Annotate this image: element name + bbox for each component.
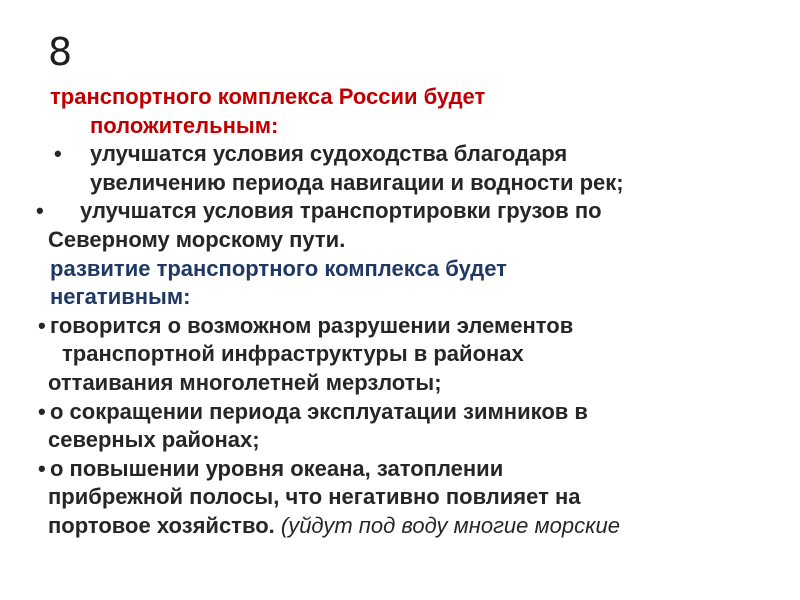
bullet-icon: •	[54, 141, 62, 167]
negative-item-3-note: (уйдут под воду многие морские	[280, 512, 620, 538]
positive-item-2	[22, 197, 782, 226]
negative-item-3-line-2: прибрежной полосы, что негативно повлияет на	[48, 484, 581, 510]
positive-item-2-line-2: Северному морскому пути.	[48, 226, 346, 252]
positive-item-1-line-2: увеличению периода навигации и водности рек;	[90, 169, 624, 195]
negative-item-1	[22, 312, 782, 341]
negative-item-3-text: портовое хозяйство.	[48, 512, 275, 538]
bullet-icon: •	[38, 455, 46, 481]
negative-item-1-line-3: оттаивания многолетней мерзлоты;	[48, 369, 442, 395]
negative-item-3-line-1: о повышении уровня океана, затоплении	[50, 455, 504, 481]
negative-item-3-line-3	[22, 512, 782, 541]
positive-item-1-line-1: улучшатся условия судоходства благодаря	[90, 141, 568, 167]
slide-number: 8	[48, 30, 73, 74]
positive-heading-line-2: положительным:	[90, 112, 279, 138]
negative-item-2	[22, 398, 782, 427]
negative-heading-line-2: негативным:	[50, 284, 191, 310]
negative-item-3	[22, 455, 782, 484]
negative-item-2-line-1: о сокращении периода эксплуатации зимников в	[50, 398, 588, 424]
negative-item-1-line-2: транспортной инфраструктуры в районах	[62, 341, 524, 367]
slide-content	[22, 83, 782, 541]
bullet-icon: •	[38, 398, 46, 424]
negative-item-1-line-1: говорится о возможном разрушении элементов	[50, 312, 574, 338]
bullet-icon: •	[38, 312, 46, 338]
negative-heading-line-1: развитие транспортного комплекса будет	[50, 255, 507, 281]
positive-item-2-line-1: улучшатся условия транспортировки грузов по	[80, 198, 602, 224]
bullet-icon: •	[36, 198, 44, 224]
negative-item-2-line-2: северных районах;	[48, 427, 260, 453]
positive-heading-line-1: транспортного комплекса России будет	[50, 84, 486, 109]
positive-item-1	[22, 140, 782, 169]
